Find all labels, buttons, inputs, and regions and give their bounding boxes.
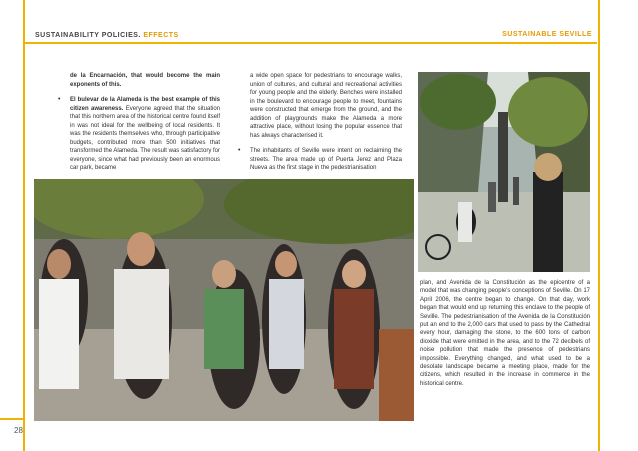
text-column-1: [58, 72, 220, 180]
book-title: SUSTAINABLE SEVILLE: [502, 31, 592, 38]
text-column-3: plan, and Avenida de la Constitución as the epicentre of a model that was changing people's conceptions of Seville. On 17 April 2006, the centre began to change. On that day, work began that would end up returning this enclave to the people of Seville. The pedestrianisation of the Avenida de la Constitución put an end to the 2,000 cars that used to pass by the Cathedral every hour, damaging the stone, to the 600 tons of carbon dioxide that were emitted in the area, and to the 72 decibels of noise pollution that made the presence of pedestrians impossible. Everything changed, and what used to be a desolate landscape became a meeting place, made for the citizens, which resulted in the increase in commerce in the historical centre.: [420, 280, 591, 387]
right-vertical-rule: [598, 0, 600, 451]
col1-para-1: de la Encarnación, that would become the main exponents of this.: [70, 73, 220, 88]
section-accent: EFFECTS: [143, 32, 179, 39]
page-number: 28: [14, 426, 23, 435]
street-photo-large: [34, 179, 414, 421]
section-title: [35, 32, 179, 39]
text-column-2: [238, 72, 402, 180]
section-prefix: SUSTAINABILITY POLICIES.: [35, 32, 141, 39]
bottom-left-rule: [0, 418, 25, 420]
street-photo-small: [418, 72, 590, 272]
col1-bullet-1: • El bulevar de la Alameda is the best example of this citizen awareness. Everyone agreed that the situation that this northern area of the historical centre found itself in was not ideal for the wellbeing of local residents. It was the residents themselves who, through participative budgets, contributed more than 500 initiatives that transformed the Alameda. The result was satisfactory for everyone, since what had previously been an enormous car park, became: [58, 96, 220, 173]
col2-bullet-1: • The inhabitants of Seville were intent on reclaiming the streets. The area made up of Puerta Jerez and Plaza Nueva as the first stage in the pedestrianisation: [238, 147, 402, 173]
col2-para-1: a wide open space for pedestrians to encourage walks, union of cultures, and cultural and recreational activities for young people and the elderly. Benches were installed in the boulevard to encourage people to meet, fountains were constructed that emerge from the ground, and the addition of playgrounds make the Alameda a more attractive place, without losing the popular essence that has always characterised it.: [250, 73, 402, 139]
left-vertical-rule: [23, 0, 25, 451]
